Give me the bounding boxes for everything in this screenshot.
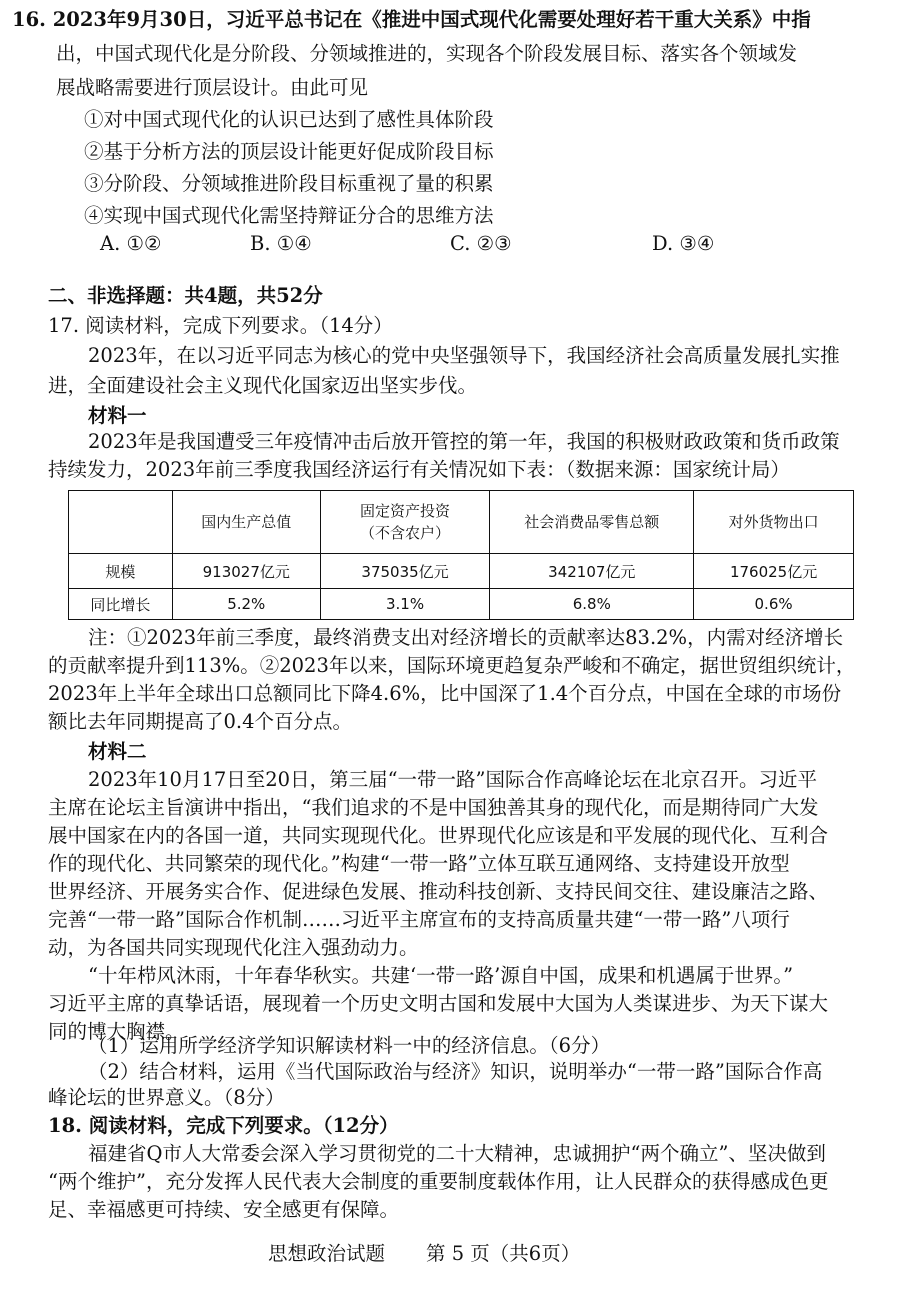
material2-line-10: 同的博大胸襟。 xyxy=(48,1020,185,1043)
table-cell: 342107亿元 xyxy=(490,554,694,589)
economic-data-table xyxy=(68,490,854,620)
q18-line-1: 福建省Q市人大常委会深入学习贯彻党的二十大精神，忠诚拥护“两个确立”、坚决做到 xyxy=(88,1142,826,1165)
material2-line-2: 主席在论坛主旨演讲中指出，“我们追求的不是中国独善其身的现代化，而是期待同广大发 xyxy=(48,796,819,819)
table-header-text: 固定资产投资 xyxy=(360,502,451,520)
table-header-cell xyxy=(69,491,173,554)
note-line-3: 2023年上半年全球出口总额同比下降4.6%，比中国深了1.4个百分点，中国在全球的市场份 xyxy=(48,682,842,705)
table-row xyxy=(69,589,854,620)
table-cell: 3.1% xyxy=(320,589,490,620)
section-heading: 二、非选择题：共4题，共52分 xyxy=(48,284,323,307)
material2-line-3: 展中国家在内的各国一道，共同实现现代化。世界现代化应该是和平发展的现代化、互利合 xyxy=(48,824,829,847)
q16-line-2: 出，中国式现代化是分阶段、分领域推进的，实现各个阶段发展目标、落实各个领域发 xyxy=(56,42,798,65)
q18-line-2: “两个维护”，充分发挥人民代表大会制度的重要制度载体作用，让人民群众的获得感成色更 xyxy=(48,1170,829,1193)
q16-answer-b: B. ①④ xyxy=(250,232,312,255)
material1-line-2: 持续发力，2023年前三季度我国经济运行有关情况如下表：（数据来源：国家统计局） xyxy=(48,458,790,481)
table-cell: 同比增长 xyxy=(69,589,173,620)
table-cell: 0.6% xyxy=(694,589,854,620)
material2-line-4: 作的现代化、共同繁荣的现代化。”构建“一带一路”立体互联互通网络、支持建设开放型 xyxy=(48,852,790,875)
table-header-cell: 国内生产总值 xyxy=(172,491,320,554)
note-line-4: 额比去年同期提高了0.4个百分点。 xyxy=(48,710,353,733)
table-header-cell: 社会消费品零售总额 xyxy=(490,491,694,554)
q16-option-2: ②基于分析方法的顶层设计能更好促成阶段目标 xyxy=(84,140,494,163)
table-cell: 规模 xyxy=(69,554,173,589)
material2-line-7: 动，为各国共同实现现代化注入强劲动力。 xyxy=(48,936,419,959)
note-line-1: 注：①2023年前三季度，最终消费支出对经济增长的贡献率达83.2%，内需对经济增长 xyxy=(88,626,844,649)
footer-subject: 思想政治试题 xyxy=(268,1242,386,1265)
q18-line-3: 足、幸福感更可持续、安全感更有保障。 xyxy=(48,1198,400,1221)
q17-subquestion-2: （2）结合材料，运用《当代国际政治与经济》知识，说明举办“一带一路”国际合作高 xyxy=(88,1060,823,1083)
q17-subquestion-2-cont: 峰论坛的世界意义。（8分） xyxy=(48,1086,285,1109)
q17-intro-1: 2023年，在以习近平同志为核心的党中央坚强领导下，我国经济社会高质量发展扎实推 xyxy=(88,344,840,367)
material2-line-6: 完善“一带一路”国际合作机制……习近平主席宣布的支持高质量共建“一带一路”八项行 xyxy=(48,908,790,931)
table-header-subtext: （不含农户） xyxy=(360,524,451,542)
table-cell: 913027亿元 xyxy=(172,554,320,589)
q18-title: 18. 阅读材料，完成下列要求。（12分） xyxy=(48,1114,399,1137)
material1-label: 材料一 xyxy=(88,404,147,427)
q16-line-3: 展战略需要进行顶层设计。由此可见 xyxy=(56,76,369,99)
q17-intro-2: 进，全面建设社会主义现代化国家迈出坚实步伐。 xyxy=(48,374,478,397)
table-row xyxy=(69,554,854,589)
q17-title: 17. 阅读材料，完成下列要求。（14分） xyxy=(48,314,393,337)
material1-line-1: 2023年是我国遭受三年疫情冲击后放开管控的第一年，我国的积极财政政策和货币政策 xyxy=(88,430,840,453)
table-cell: 5.2% xyxy=(172,589,320,620)
table-header-row xyxy=(69,491,854,554)
material2-line-8: “十年栉风沐雨，十年春华秋实。共建‘一带一路’源自中国，成果和机遇属于世界。” xyxy=(88,964,794,987)
table-header-cell xyxy=(320,491,490,554)
note-line-2: 的贡献率提升到113%。②2023年以来，国际环境更趋复杂严峻和不确定，据世贸组织统计， xyxy=(48,654,856,677)
q16-option-3: ③分阶段、分领域推进阶段目标重视了量的积累 xyxy=(84,172,494,195)
q16-option-4: ④实现中国式现代化需坚持辩证分合的思维方法 xyxy=(84,204,494,227)
q16-line-1: 16. 2023年9月30日，习近平总书记在《推进中国式现代化需要处理好若干重大关系》中指 xyxy=(12,8,811,31)
q16-option-1: ①对中国式现代化的认识已达到了感性具体阶段 xyxy=(84,108,494,131)
table-header-cell: 对外货物出口 xyxy=(694,491,854,554)
material2-label: 材料二 xyxy=(88,740,147,763)
material2-line-1: 2023年10月17日至20日，第三届“一带一路”国际合作高峰论坛在北京召开。习近平 xyxy=(88,768,818,791)
table-cell: 6.8% xyxy=(490,589,694,620)
material2-line-9: 习近平主席的真挚话语，展现着一个历史文明古国和发展中大国为人类谋进步、为天下谋大 xyxy=(48,992,829,1015)
material2-line-5: 世界经济、开展务实合作、促进绿色发展、推动科技创新、支持民间交往、建设廉洁之路、 xyxy=(48,880,829,903)
q16-answer-c: C. ②③ xyxy=(450,232,512,255)
q17-subquestion-1: （1）运用所学经济学知识解读材料一中的经济信息。（6分） xyxy=(88,1034,611,1057)
q16-answer-d: D. ③④ xyxy=(652,232,715,255)
table-cell: 375035亿元 xyxy=(320,554,490,589)
footer-page-number: 第 5 页（共6页） xyxy=(426,1242,581,1265)
q16-answer-a: A. ①② xyxy=(100,232,162,255)
table-cell: 176025亿元 xyxy=(694,554,854,589)
